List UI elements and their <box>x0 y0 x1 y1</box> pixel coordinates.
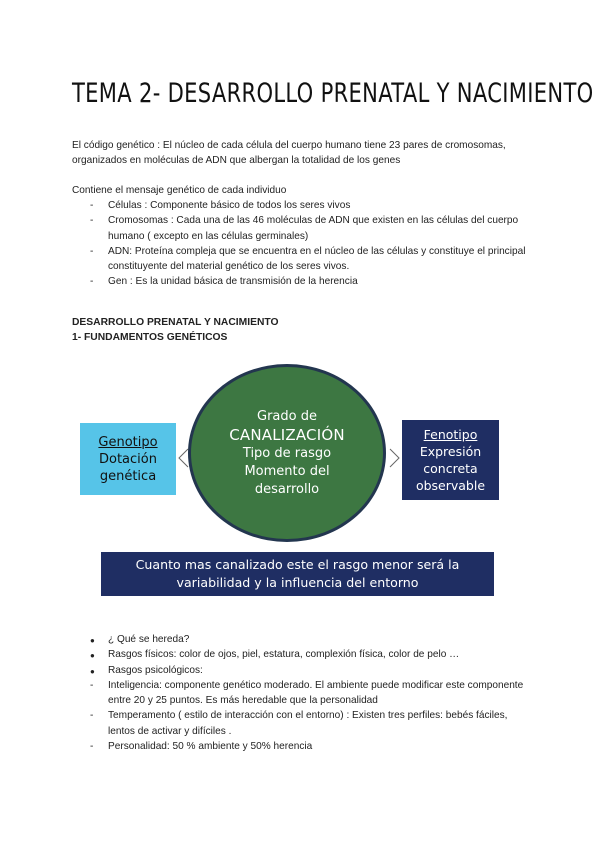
list-item: - ADN: Proteína compleja que se encuentra en el núcleo de las células y constituye el principal constituyente del material genético de los seres vivos. <box>90 245 526 273</box>
genotipo-title: Genotipo <box>98 434 158 450</box>
heredity-list <box>72 632 534 754</box>
section-heading <box>72 316 279 345</box>
circle-line: Grado de <box>257 408 317 424</box>
list-item: - Cromosomas : Cada una de las 46 moléculas de ADN que existen en las células del cuerpo humano ( excepto en las células germinales) <box>90 215 519 242</box>
list-item: - Personalidad: 50 % ambiente y 50% herencia <box>72 739 534 754</box>
list-marker: ● <box>90 636 95 645</box>
fenotipo-title: Fenotipo <box>423 427 478 442</box>
list-item: - Inteligencia: componente genético moderado. El ambiente puede modificar este componente entre 20 y 25 puntos. Es más heredable que la personalidad <box>90 679 524 707</box>
circle-line: Momento del <box>244 463 330 479</box>
contains-paragraph: Contiene el mensaje genético de cada individuo <box>72 185 287 196</box>
banner-line: variabilidad y la influencia del entorno <box>176 575 419 590</box>
circle-line: Tipo de rasgo <box>242 445 332 461</box>
subsection-heading-text: 1- FUNDAMENTOS GENÉTICOS <box>72 331 228 343</box>
list-item: ● ¿ Qué se hereda? <box>72 632 534 647</box>
dash-marker: - <box>90 245 94 257</box>
dash-marker: - <box>90 276 94 288</box>
arrow-right-icon <box>388 447 402 469</box>
fenotipo-line: observable <box>415 478 486 493</box>
list-marker: ● <box>90 666 95 676</box>
intro-paragraph: El código genético : El núcleo de cada célula del cuerpo humano tiene 23 pares de cromosomas, organizados en moléculas de ADN que albergan la totalidad de los genes <box>72 140 506 167</box>
list-marker: - <box>90 741 94 753</box>
fenotipo-line: Expresión <box>419 444 482 459</box>
fenotipo-box <box>402 420 499 500</box>
list-item: ● Rasgos físicos: color de ojos, piel, estatura, complexión física, color de pelo … <box>72 647 534 662</box>
canalization-banner <box>101 552 494 596</box>
fenotipo-line: concreta <box>423 461 478 476</box>
canalizacion-circle <box>188 364 386 542</box>
list-marker: ● <box>90 651 95 661</box>
dash-marker: - <box>90 215 94 227</box>
genotipo-line: Dotación <box>99 451 157 467</box>
genotipo-box <box>80 423 176 495</box>
circle-line: desarrollo <box>254 481 320 497</box>
section-heading-text: DESARROLLO PRENATAL Y NACIMIENTO <box>72 317 279 328</box>
genotipo-line: genética <box>99 468 157 484</box>
page-title: TEMA 2- DESARROLLO PRENATAL Y NACIMIENTO <box>72 78 594 109</box>
list-item: - Gen : Es la unidad básica de transmisión de la herencia <box>72 274 534 289</box>
genetics-diagram <box>72 347 523 596</box>
banner-line: Cuanto mas canalizado este el rasgo menor será la <box>135 557 460 572</box>
list-item: - Células : Componente básico de todos los seres vivos <box>72 198 534 213</box>
list-marker: - <box>90 679 94 691</box>
list-marker: - <box>90 710 94 722</box>
definitions-list <box>72 198 534 290</box>
list-item: - Temperamento ( estilo de interacción con el entorno) : Existen tres perfiles: bebés fáciles, lentos de activar y difíciles . <box>90 710 508 737</box>
circle-line-emphasis: CANALIZACIÓN <box>229 425 345 444</box>
list-item: ● Rasgos psicológicos: <box>72 663 534 678</box>
dash-marker: - <box>90 200 94 211</box>
